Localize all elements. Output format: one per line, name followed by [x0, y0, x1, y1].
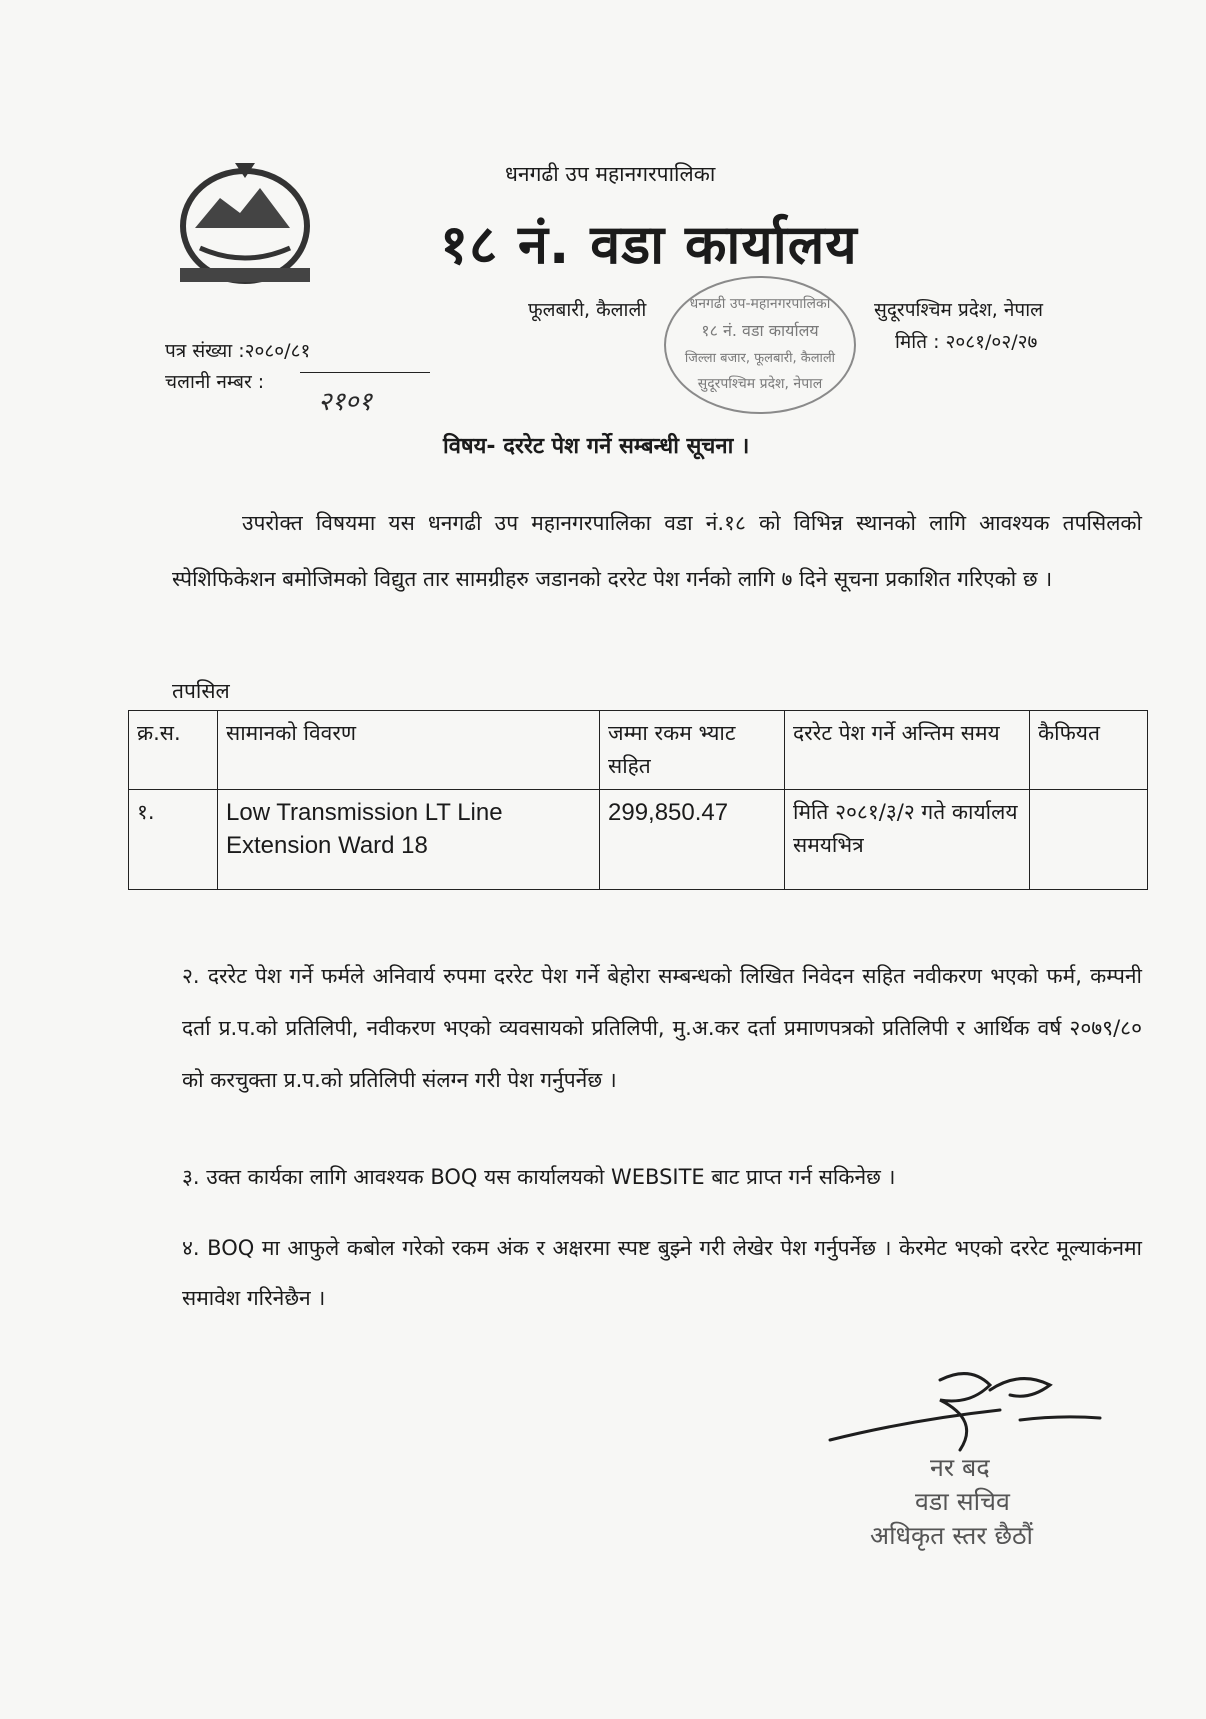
office-location: फूलबारी, कैलाली — [528, 299, 647, 321]
stamp-line-2: १८ नं. वडा कार्यालय — [701, 321, 819, 340]
dispatch-number-label: चलानी नम्बर : — [165, 371, 265, 393]
stamp-line-3: जिल्ला बजार, फूलबारी, कैलाली — [684, 351, 836, 366]
col-serial-header: क्र.स. — [129, 711, 218, 790]
col-amount-header: जम्मा रकम भ्याट सहित — [600, 711, 785, 790]
table-row — [129, 790, 1148, 890]
signatory-title: वडा सचिव — [915, 1487, 1010, 1516]
municipality-name: धनगढी उप महानगरपालिका — [505, 162, 716, 186]
col-description-header: सामानको विवरण — [218, 711, 600, 790]
office-stamp — [660, 270, 860, 420]
col-deadline-header: दररेट पेश गर्ने अन्तिम समय — [785, 711, 1030, 790]
dispatch-number-value: २१०१ — [318, 387, 373, 417]
signatory-name: नर बद — [930, 1453, 990, 1482]
schedule-label: तपसिल — [172, 679, 230, 703]
col-remarks-header: कैफियत — [1030, 711, 1148, 790]
intro-paragraph: उपरोक्त विषयमा यस धनगढी उप महानगरपालिका वडा नं.१८ को विभिन्न स्थानको लागि आवश्यक तपसिलको स्पेशिफिकेशन बमोजिमको विद्युत तार सामग्रीहरु जडानको दररेट पेश गर्नको लागि ७ दिने सूचना प्रकाशित गरिएको छ । — [172, 511, 1142, 591]
items-table — [128, 710, 1148, 890]
row-amount: 299,850.47 — [600, 790, 785, 890]
notice-subject: विषय- दररेट पेश गर्ने सम्बन्धी सूचना । — [443, 434, 750, 459]
clause-2: २. दररेट पेश गर्ने फर्मले अनिवार्य रुपमा दररेट पेश गर्ने बेहोरा सम्बन्धको लिखित निवेदन सहित नवीकरण भएको फर्म, कम्पनी दर्ता प्र.प.को प्रतिलिपी, नवीकरण भएको व्यवसायको प्रतिलिपी, मु.अ.कर दर्ता प्रमाणपत्रको प्रतिलिपी र आर्थिक वर्ष २०७९/८० को करचुक्ता प्र.प.को प्रतिलिपी संलग्न गरी पेश गर्नुपर्नेछ । — [182, 964, 1142, 1092]
clause-4: ४. BOQ मा आफुले कबोल गरेको रकम अंक र अक्षरमा स्पष्ट बुझ्ने गरी लेखेर पेश गर्नुपर्नेछ । केरमेट भएको दररेट मूल्याकंनमा समावेश गरिनेछैन । — [182, 1236, 1142, 1310]
clause-3: ३. उक्त कार्यका लागि आवश्यक BOQ यस कार्यालयको WEBSITE बाट प्राप्त गर्न सकिनेछ । — [182, 1165, 896, 1189]
row-remarks — [1030, 790, 1148, 890]
letter-date: मिति : २०८१/०२/२७ — [895, 331, 1038, 353]
province-name: सुदूरपश्चिम प्रदेश, नेपाल — [874, 299, 1043, 321]
secretary-stamp — [860, 1450, 1130, 1590]
stamp-line-1: धनगढी उप-महानगरपालिका — [689, 296, 831, 312]
nepal-emblem-icon — [160, 158, 330, 298]
signatory-level: अधिकृत स्तर छैठौं — [870, 1521, 1034, 1550]
row-deadline: मिति २०८१/३/२ गते कार्यालय समयभित्र — [785, 790, 1030, 890]
stamp-line-4: सुदूरपश्चिम प्रदेश, नेपाल — [697, 376, 823, 392]
table-header-row — [129, 711, 1148, 790]
letter-number: पत्र संख्या :२०८०/८१ — [165, 340, 311, 362]
row-description: Low Transmission LT Line Extension Ward 18 — [218, 790, 600, 890]
dispatch-underline — [300, 372, 430, 373]
row-serial: १. — [129, 790, 218, 890]
office-title: १८ नं. वडा कार्यालय — [440, 213, 858, 276]
